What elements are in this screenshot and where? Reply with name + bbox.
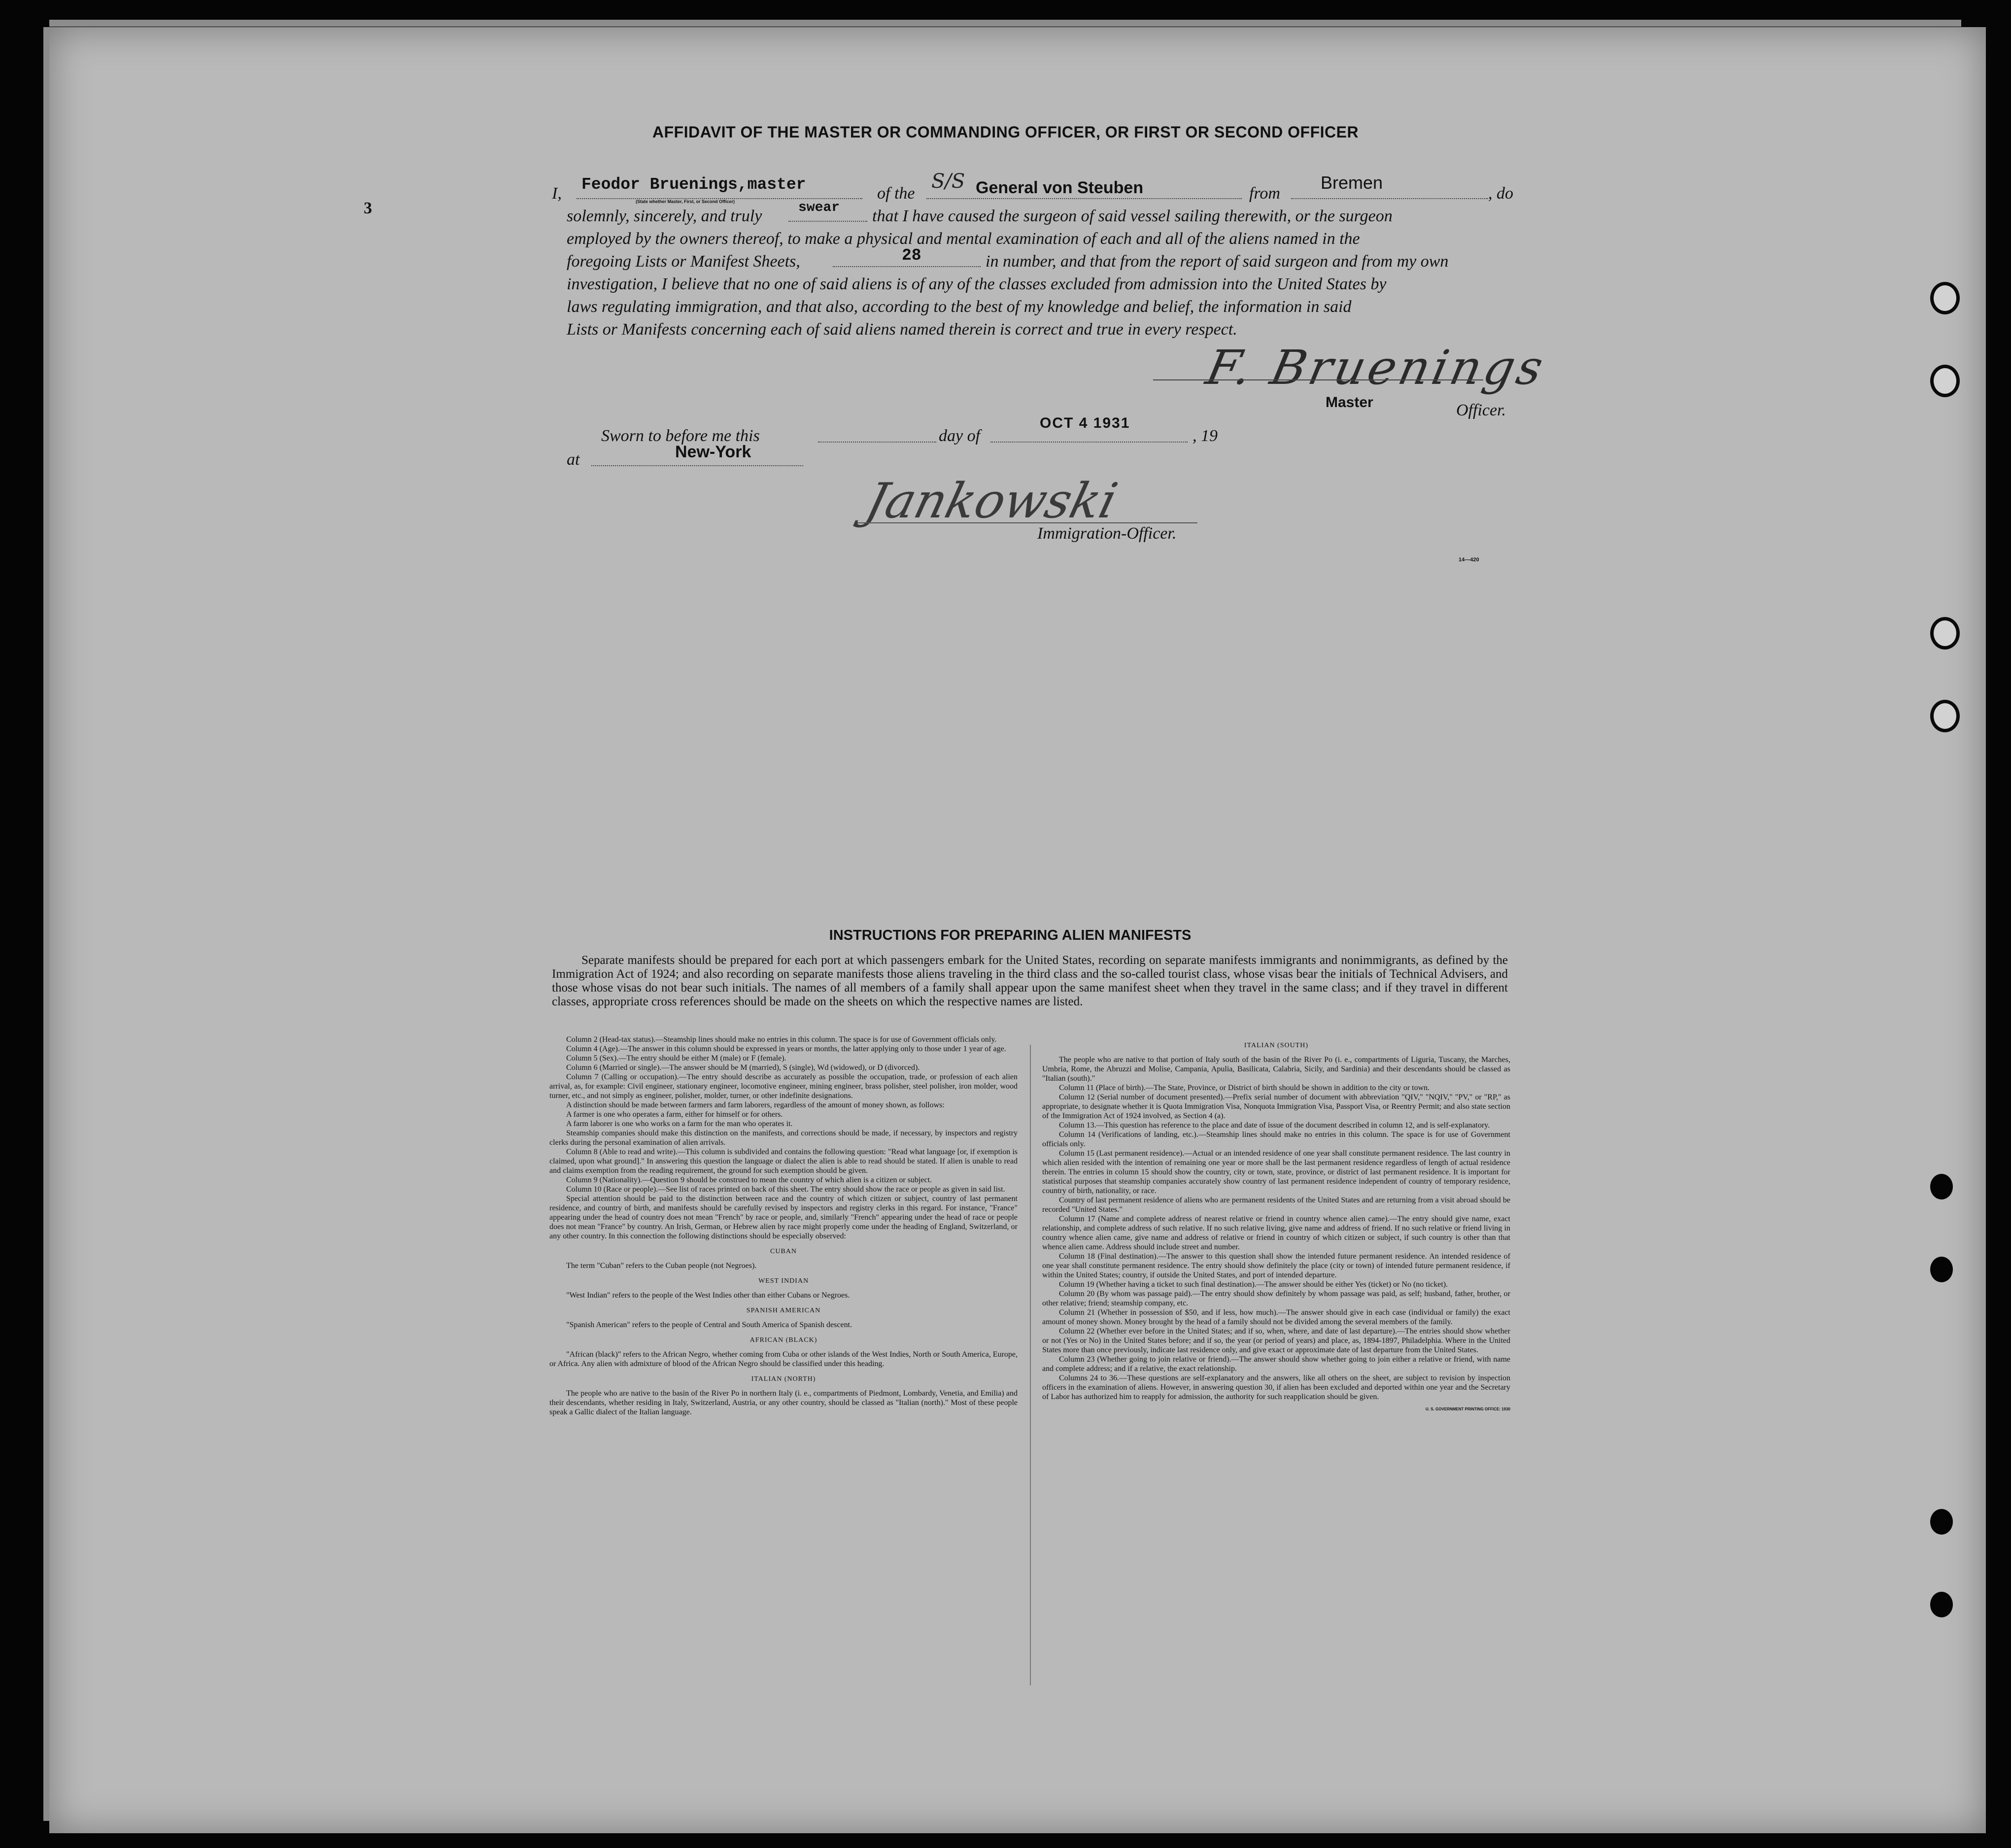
binder-hole-icon: [1930, 1257, 1953, 1282]
affidavit-line-2-post: that I have caused the surgeon of said vessel sailing therewith, or the surgeon: [872, 207, 1393, 225]
instructions-left-column: [549, 1035, 1018, 1417]
section-african-black: AFRICAN (BLACK) "African (black)" refers to the African Negro, whether coming from Cuba or other islands of the West Indies, North or South America, Europe, or Africa. Any alien with admixture of blood of the African Negro should be classified under this heading.: [549, 1336, 1018, 1368]
ship-prefix: S/S: [931, 170, 965, 193]
binder-hole-icon: [1930, 365, 1960, 397]
officer-rank-field: Master: [1326, 394, 1373, 411]
manifest-sheet-count-field: 28: [902, 246, 921, 265]
binder-hole-icon: [1930, 700, 1960, 732]
printer-imprint: U. S. GOVERNMENT PRINTING OFFICE: 1930: [1425, 1407, 1510, 1411]
section-west-indian: WEST INDIAN "West Indian" refers to the people of the West Indies other than either Cubans or Negroes.: [566, 1277, 850, 1300]
page-edge-top: [49, 20, 1961, 27]
affidavit-line-4-pre: foregoing Lists or Manifest Sheets,: [567, 252, 800, 271]
binder-hole-icon: [1930, 617, 1960, 650]
affidavit-line-2-pre: solemnly, sincerely, and truly: [567, 207, 762, 225]
sworn-label: Sworn to before me this: [601, 427, 760, 445]
instructions-title: INSTRUCTIONS FOR PREPARING ALIEN MANIFESTS: [829, 927, 1192, 943]
affidavit-line-1-mid: of the: [877, 184, 915, 203]
page-edge-left: [43, 27, 49, 1821]
affidavit-line-3: employed by the owners thereof, to make a physical and mental examination of each and all of the aliens named in the: [567, 230, 1360, 248]
inspector-signature: Jankowski: [860, 473, 1123, 529]
affidavit-line-5: investigation, I believe that no one of said aliens is of any of the classes excluded from admission into the United States by: [567, 275, 1387, 293]
master-name-field: Feodor Bruenings,master: [581, 175, 806, 194]
instructions-right-column: ITALIAN (SOUTH) The people who are native to that portion of Italy south of the basin of the River Po (i. e., compartments of Liguria, Tuscany, the Marches, Umbria, Rome, the Abruzzi and Molise, Campania, Apulia, Basilicata, Calabria, Sicily, and Sardinia) and their descendants should be classed as "Italian (south)." Column 11 (Place of birth).—The State, Province, or District of birth should be shown in addition to the city or town. Column 12 (Serial number of document presented).—Prefix serial number of document with abbreviation "QIV," "NQIV," "PV," or "RP," as appropriate, to designate whether it is Quota Immigration Visa, Nonquota Immigration Visa, Passport Visa, or Reentry Permit; and also state section of the Immigration Act of 1924 involved, as Section 4 (a). Column 13.—This question has reference to the place and date of issue of the document described in column 12, and is self-explanatory. Column 14 (Verifications of landing, etc.).—Steamship lines should make no entries in this column. The space is for use of Government officials only. Column 15 (Last permanent residence).—Actual or an intended residence of one year shall constitute permanent residence. The last country in which alien resided with the intention of remaining one year or more shall be the last permanent residence regardless of length of actual residence therein. The entries in column 15 should show the country, city or town, state, province, or district of last permanent residence. It is important for statistical purposes that steamship companies accurately show country of last permanent residence independent of country of temporary residence, country of birth, nationality, or race. Country of last permanent residence of aliens who are permanent residents of the United States and are returning from a visit abroad should be recorded "United States." Column 17 (Name and complete address of nearest relative or friend in country whence alien came).—The entry should give name, exact relationship, and complete address of such relative. If no such relative living, give name and address of friend. If no such relative or friend living in country whence alien came, give name and address of relative or friend in country of which citizen or subject, if such country is other than that whence alien came. Address should include street and number. Column 18 (Final destination).—The answer to this question shall show the intended future permanent residence. An intended residence of one year shall constitute permanent residence. The entry should show definitely the place (city or town) of intended future permanent residence, if within the United States; country, if outside the United States, and port of intended departure. Column 19 (Whether having a ticket to such final destination).—The answer should be either Yes (ticket) or No (no ticket). Column 20 (By whom was passage paid).—The entry should show definitely by whom passage was paid, as self; husband, father, brother, or other relative; friend; steamship company, etc. Column 21 (Whether in possession of $50, and if less, how much).—The answer should give in each case (individual or family) the exact amount of money shown. Money brought by the head of a family should not be divided among the several members of the family. Column 22 (Whether ever before in the United States; and if so, when, where, and date of last departure).—The entries should show whether or not (Yes or No) in the United States before; and if so, the year (or period of years) and place, as, 1894-1897, Philadelphia. Where in the United States more than once previously, indicate last residence only, and give exact or approximate date of last departure from the United States. Column 23 (Whether going to join relative or friend).—The answer should show whether going to join either a relative or friend, with name and complete address; and if a relative, the exact relationship. Columns 24 to 36.—These questions are self-explanatory and the answers, like all others on the sheet, are subject to revision by inspection officers in the examination of aliens. However, in answering question 30, if alien has been excluded and deported within one year and the Secretary of Labor has authorized him to reapply for admission, the authority for such reapplication should be given. U. S. GOVERNMENT PRINTING OFFICE: 1930: [1042, 1035, 1510, 1414]
affidavit-line-7: Lists or Manifests concerning each of said aliens named therein is correct and true in every respect.: [567, 320, 1237, 339]
margin-mark: 3: [364, 199, 372, 217]
officer-label: Officer.: [1456, 401, 1506, 419]
affidavit-line-1-from: from: [1249, 184, 1280, 203]
binder-hole-icon: [1930, 1509, 1953, 1535]
affidavit-title: AFFIDAVIT OF THE MASTER OR COMMANDING OFFICER, OR FIRST OR SECOND OFFICER: [652, 123, 1359, 141]
departure-port-field: Bremen: [1321, 172, 1383, 193]
section-spanish-american: SPANISH AMERICAN "Spanish American" refers to the people of Central and South America of Spanish descent.: [566, 1307, 852, 1329]
rank-note: (State whether Master, First, or Second Officer): [636, 199, 735, 204]
affidavit-line-1-post: , do: [1488, 184, 1513, 203]
oath-field: swear: [798, 200, 840, 215]
ship-name-field: General von Steuben: [976, 178, 1144, 197]
section-cuban: CUBAN The term "Cuban" refers to the Cuban people (not Negroes).: [566, 1248, 797, 1270]
form-number: 14—420: [1459, 557, 1479, 563]
section-italian-south: ITALIAN (SOUTH): [1244, 1042, 1309, 1049]
column-divider: [1030, 1045, 1031, 1685]
binder-hole-icon: [1930, 1174, 1953, 1199]
sworn-place-field: New-York: [675, 443, 751, 461]
sworn-day-label: day of: [939, 427, 981, 445]
master-signature: F. Bruenings: [1201, 340, 1551, 395]
left-paragraphs: Column 2 (Head-tax status).—Steamship lines should make no entries in this column. The space is for use of Government officials only. Column 4 (Age).—The answer in this column should be expressed in years or months, the latter applying only to those under 1 year of age. Column 5 (Sex).—The entry should be either M (male) or F (female). Column 6 (Married or single).—The answer should be M (married), S (single), Wd (widowed), or D (divorced). Column 7 (Calling or occupation).—The entry should describe as accurately as possible the occupation, trade, or profession of each alien arrival, as, for example: Civil engineer, stationary engineer, locomotive engineer, mining engineer, brass polisher, steel polisher, iron molder, wood turner, etc., and not simply as engineer, polisher, molder, turner, or other indefinite designations. A distinction should be made between farmers and farm laborers, regardless of the amount of money shown, as follows: A farmer is one who operates a farm, either for himself or for others. A farm laborer is one who works on a farm for the man who operates it. Steamship companies should make this distinction on the manifests, and corrections should be made, if necessary, by inspectors and registry clerks during the personal examination of alien arrivals. Column 8 (Able to read and write).—This column is subdivided and contains the following question: "Read what language [or, if exemption is claimed, upon what ground]." In answering this question the language or dialect the alien is able to read should be stated. If alien is unable to read and claims exemption from the reading requirement, the ground for such exemption should be given. Column 9 (Nationality).—Question 9 should be construed to mean the country of which alien is a citizen or subject. Column 10 (Race or people).—See list of races printed on back of this sheet. The entry should show the race or people as given in said list. Special attention should be paid to the distinction between race and the country of which citizen or subject, country of last permanent residence, and country of birth, and manifests should be carefully revised by inspectors and registry clerks in this regard. For instance, "France" appearing under the head of country does not mean "French" by race or people, and, similarly "French" appearing under the head of race or people does not mean "France" by country. An Irish, German, or Hebrew alien by race might properly come under the heading of England, Switzerland, or any other country. In this connection the following distinctions should be especially observed:: [549, 1035, 1018, 1240]
binder-hole-icon: [1930, 282, 1960, 314]
binder-hole-icon: [1930, 1592, 1953, 1617]
affidavit-line-1-pre: I,: [552, 184, 562, 203]
instructions-intro: Separate manifests should be prepared for each port at which passengers embark for the United States, recording on separate manifests immigrants and nonimmigrants, as defined by the Immigration Act of 1924; and also recording on separate manifests those aliens traveling in the third class and the so-called tourist class, whose visas bear the initials of Technical Advisers, and those whose visas do not bear such initials. The names of all members of a family shall appear upon the same manifest sheet when they travel in the same class; and if they travel in different classes, appropriate cross references should be made on the sheets on which the respective names are listed.: [552, 954, 1508, 1008]
affidavit-line-4-post: in number, and that from the report of said surgeon and from my own: [986, 252, 1449, 271]
sworn-date-stamp: OCT 4 1931: [1040, 415, 1130, 431]
section-italian-north: ITALIAN (NORTH) The people who are native to the basin of the River Po in northern Italy (i. e., compartments of Piedmont, Lombardy, Venetia, and Emilia) and their descendants, whether residing in Italy, Switzerland, Austria, or any other country, should be classed as "Italian (north)." Most of these people speak a Gallic dialect of the Italian language.: [549, 1375, 1018, 1416]
affidavit-line-6: laws regulating immigration, and that also, according to the best of my knowledge and belief, the information in said: [567, 298, 1352, 316]
immigration-officer-label: Immigration-Officer.: [1037, 524, 1177, 543]
at-label: at: [567, 450, 580, 469]
sworn-year-label: , 19: [1193, 427, 1218, 445]
